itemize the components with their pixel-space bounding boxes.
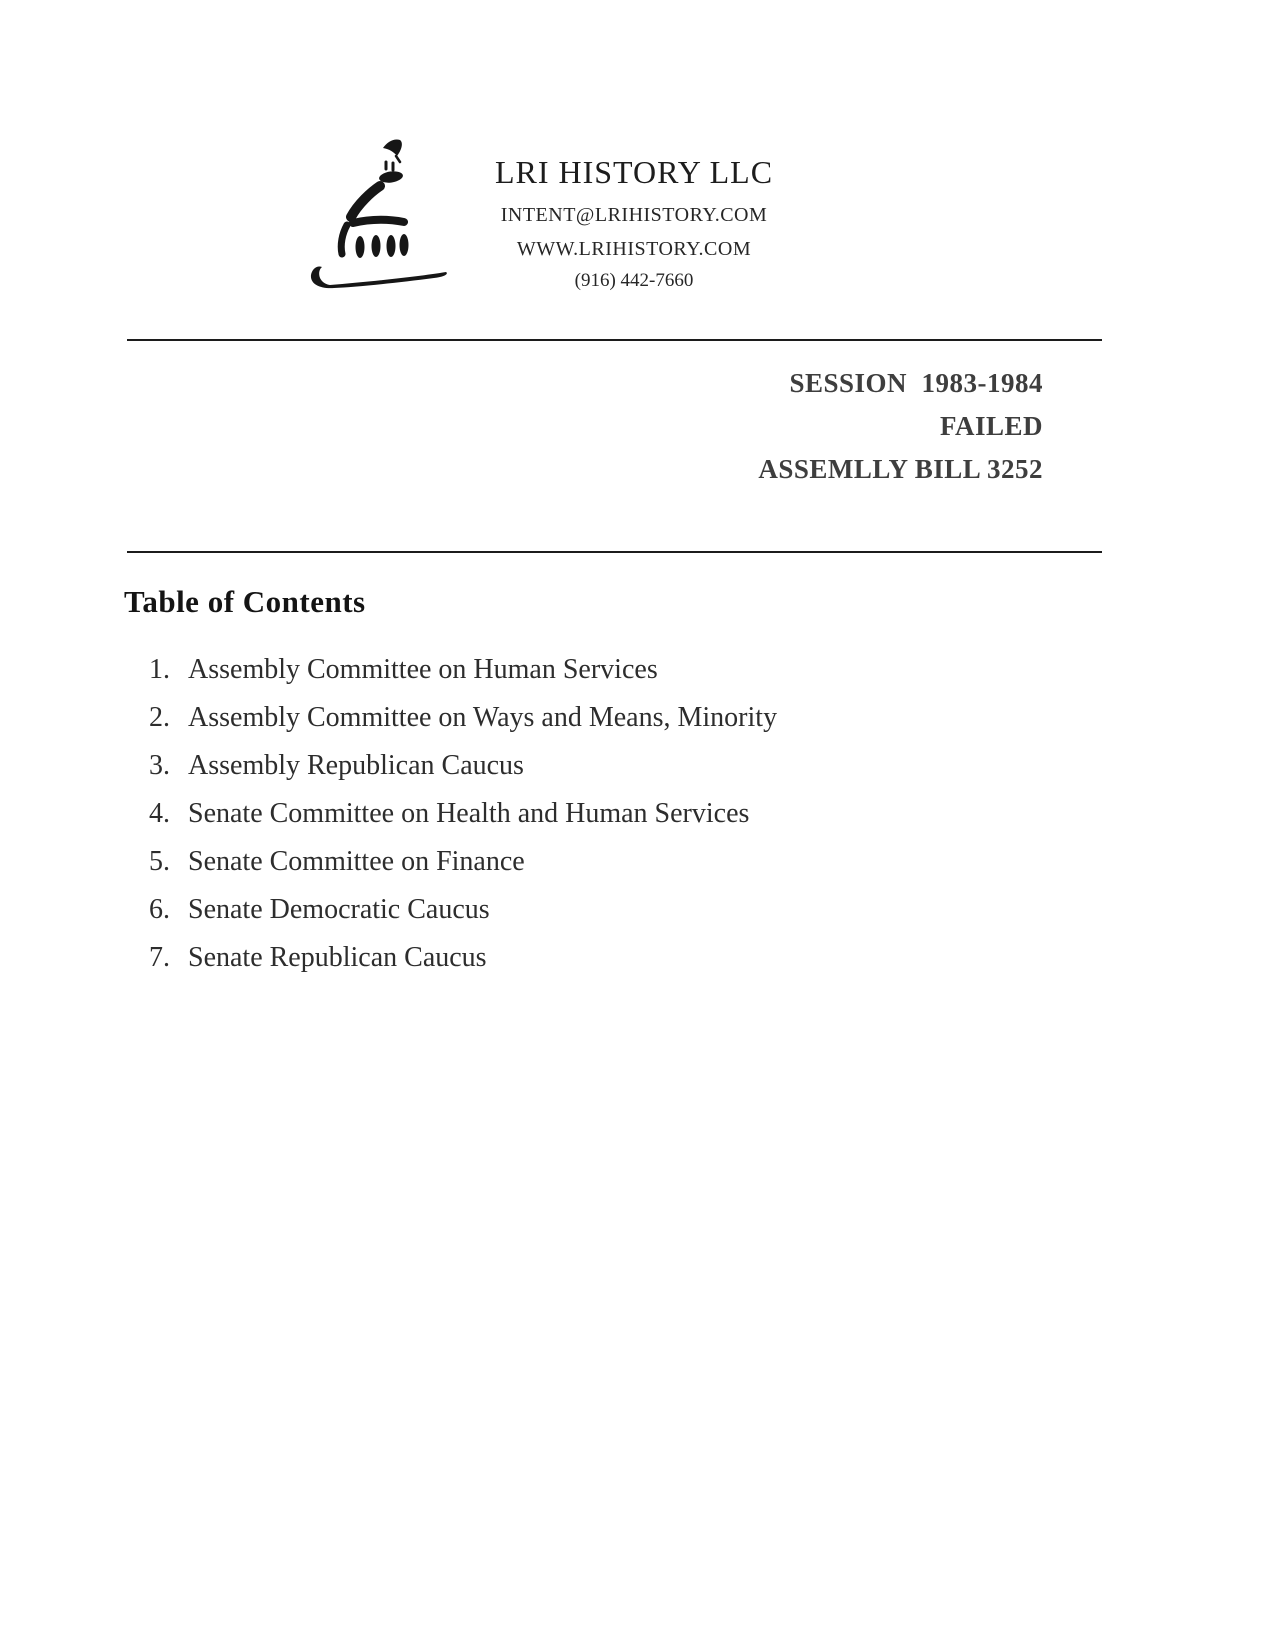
toc-item — [149, 646, 777, 694]
toc-item — [149, 742, 777, 790]
toc-item-number: 1. — [149, 654, 170, 685]
company-email: INTENT@LRIHISTORY.COM — [500, 204, 768, 226]
toc-item-label: Assembly Republican Caucus — [188, 750, 524, 781]
horizontal-rule-top — [127, 339, 1102, 341]
toc-item — [149, 886, 777, 934]
toc-item-number: 7. — [149, 942, 170, 973]
toc-item-number: 4. — [149, 798, 170, 829]
toc-item-number: 3. — [149, 750, 170, 781]
session-block — [758, 362, 1043, 491]
toc-item-label: Senate Committee on Finance — [188, 846, 525, 877]
toc-list — [149, 646, 777, 982]
toc-item — [149, 838, 777, 886]
company-phone: (916) 442-7660 — [574, 270, 694, 291]
toc-item-label: Assembly Committee on Human Services — [188, 654, 658, 685]
toc-item — [149, 934, 777, 982]
toc-item-number: 2. — [149, 702, 170, 733]
toc-item-number: 5. — [149, 846, 170, 877]
toc-item-label: Assembly Committee on Ways and Means, Minority — [188, 702, 778, 733]
session-label: SESSION 1983-1984 — [789, 368, 1043, 398]
toc-item-label: Senate Democratic Caucus — [188, 894, 490, 925]
toc-item-label: Senate Committee on Health and Human Services — [188, 798, 750, 829]
company-website: WWW.LRIHISTORY.COM — [516, 238, 752, 260]
toc-item-number: 6. — [149, 894, 170, 925]
toc-title: Table of Contents — [124, 584, 366, 619]
toc-item — [149, 694, 777, 742]
bill-status: FAILED — [939, 411, 1043, 441]
toc-item — [149, 790, 777, 838]
letterhead — [424, 150, 844, 294]
company-name: LRI HISTORY LLC — [494, 154, 774, 190]
toc-item-label: Senate Republican Caucus — [188, 942, 487, 973]
bill-number: ASSEMLLY BILL 3252 — [758, 454, 1043, 484]
horizontal-rule-bottom — [127, 551, 1102, 553]
